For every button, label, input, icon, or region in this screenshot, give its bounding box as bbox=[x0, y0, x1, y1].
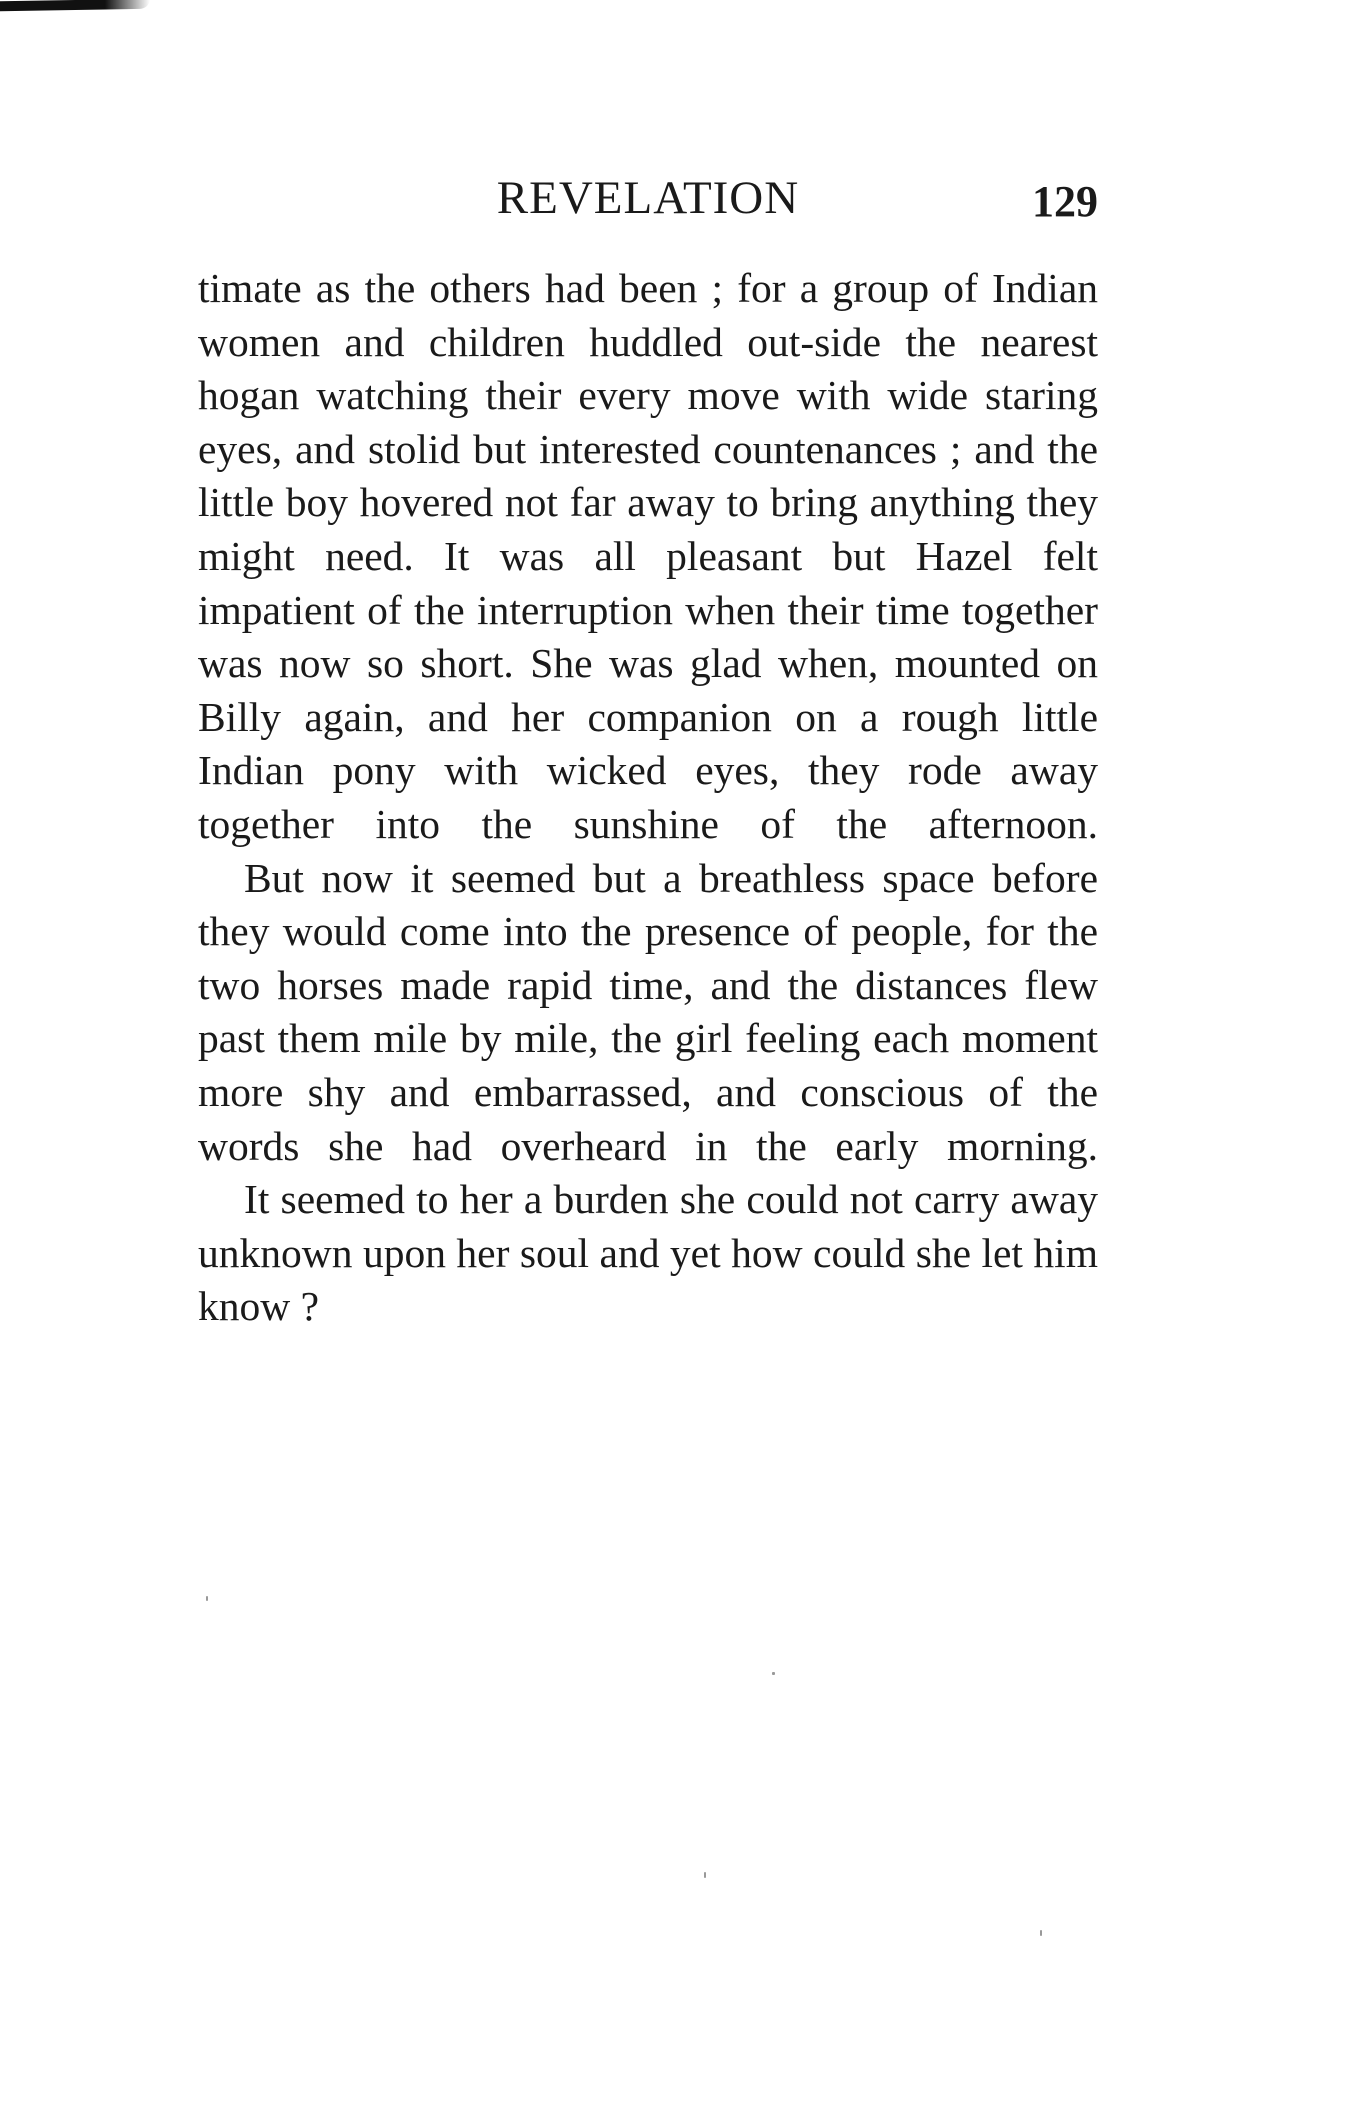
scan-speck bbox=[772, 1672, 775, 1675]
scan-speck bbox=[1040, 1930, 1042, 1936]
paragraph-2: But now it seemed but a breathless space before they would come into the presence of people, for the two horses made rapid time, and the distances flew past them mile by mile, the girl feeling each moment more shy and embarrassed, and conscious of the words she had overheard in the early morning. bbox=[198, 854, 1098, 1169]
scan-speck bbox=[704, 1872, 706, 1878]
body-text bbox=[198, 262, 1098, 1334]
paragraph-3: It seemed to her a burden she could not carry away unknown upon her soul and yet how could she let him know ? bbox=[198, 1176, 1098, 1330]
running-title: REVELATION bbox=[496, 172, 800, 224]
paragraph-1: timate as the others had been ; for a group of Indian women and children huddled out-side the nearest hogan watching their every move with wide staring eyes, and stolid but interested countenances ; and the little boy hovered not far away to bring anything they might need. It was all pleasant but Hazel felt impatient of the interruption when their time together was now so short. She was glad when, mounted on Billy again, and her companion on a rough little Indian pony with wicked eyes, they rode away together into the sunshine of the afternoon. bbox=[198, 265, 1098, 847]
page-number: 129 bbox=[1032, 177, 1098, 226]
scan-speck bbox=[206, 1596, 208, 1601]
running-head bbox=[198, 168, 1098, 228]
scan-edge-mark bbox=[0, 0, 150, 11]
